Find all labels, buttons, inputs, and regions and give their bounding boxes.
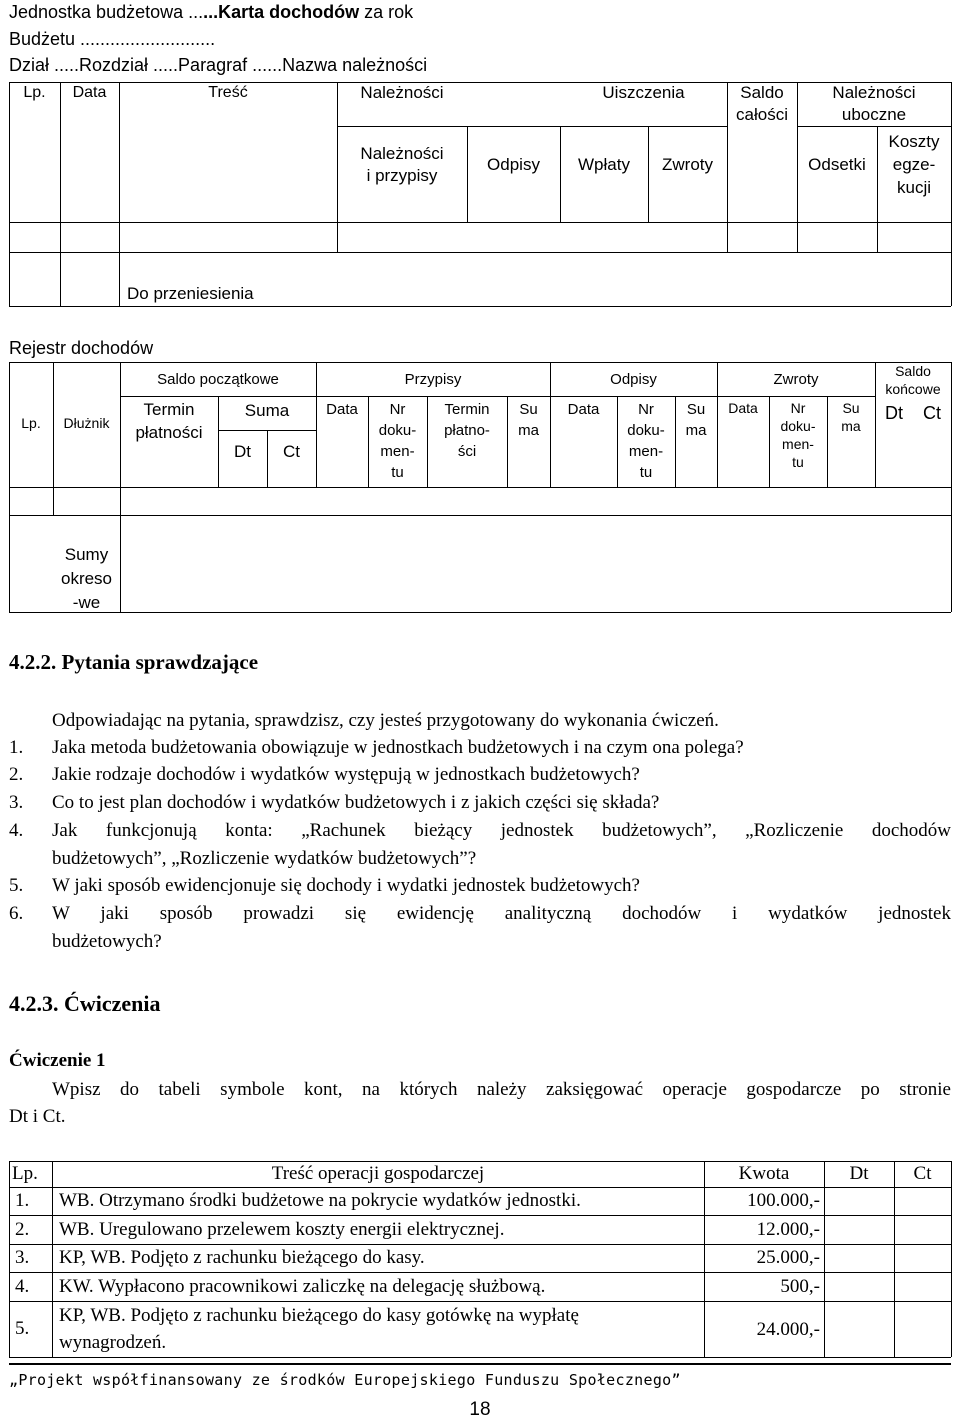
ops-row-tresc: WB. Uregulowano przelewem koszty energii elektrycznej. (59, 1219, 505, 1240)
col-data: Data (72, 84, 107, 101)
zwroty-suma-line1: Su (842, 400, 860, 416)
ops-header-dt: Dt (849, 1163, 869, 1184)
odpisy-nr-line4: tu (639, 464, 653, 481)
ops-row-tresc: KW. Wypłacono pracownikowi zaliczkę na delegację służbową. (59, 1276, 546, 1297)
zwroty-nr-line4: tu (792, 454, 804, 470)
header-line-2: Budżetu ........................... (9, 29, 216, 49)
unit-label: Jednostka budżetowa ... (9, 2, 204, 22)
zwroty-nr-line2: doku- (780, 418, 816, 434)
odpisy-suma-line2: ma (685, 422, 707, 439)
przypisy-data: Data (326, 401, 358, 418)
question-text: W jaki sposób ewidencjonuje się dochody i wydatki jednostek budżetowych? (52, 875, 640, 896)
col-tresc: Treść (208, 84, 248, 101)
exercise-title: Ćwiczenie 1 (9, 1050, 106, 1071)
grp-saldo-koncowe-line1: Saldo (895, 363, 931, 379)
col-naleznosci-uboczne-line2: uboczne (841, 105, 907, 124)
zwroty-nr-line3: men- (782, 436, 814, 452)
ops-row-kwota: 12.000,- (756, 1219, 820, 1240)
rejestr-col-lp: Lp. (21, 415, 41, 431)
grp-saldo-koncowe-line2: końcowe (885, 381, 941, 397)
question-number: 5. (9, 875, 24, 896)
termin-platnosci2-line3: ści (457, 443, 477, 460)
ops-row-kwota: 100.000,- (747, 1190, 820, 1211)
przypisy-nr-line2: doku- (378, 422, 417, 439)
odpisy-nr-line3: men- (628, 443, 664, 460)
termin-platnosci-line2: płatności (135, 423, 203, 442)
section-423-heading: 4.2.3. Ćwiczenia (9, 991, 161, 1016)
sumy-okresowe-line2: okreso (60, 569, 113, 588)
termin-platnosci2-line1: Termin (444, 401, 490, 418)
ops-row-tresc: KP, WB. Podjęto z rachunku bieżącego do kasy gotówkę na wypłatę (59, 1305, 579, 1326)
question-number: 1. (9, 737, 24, 758)
sub-naleznosci-line2: i przypisy (366, 166, 438, 185)
ops-row-tresc: KP, WB. Podjęto z rachunku bieżącego do kasy. (59, 1247, 425, 1268)
do-przeniesienia: Do przeniesienia (127, 284, 254, 303)
odpisy-suma-line1: Su (686, 401, 706, 418)
sumy-okresowe-line1: Sumy (64, 545, 109, 564)
ops-row-kwota: 24.000,- (756, 1319, 820, 1340)
page-number: 18 (469, 1399, 491, 1420)
sub-koszty-line1: Koszty (888, 132, 940, 151)
question-text: Co to jest plan dochodów i wydatków budżetowych i z jakich części się składa? (52, 792, 660, 813)
section-422-heading: 4.2.2. Pytania sprawdzające (9, 650, 259, 674)
saldo-koncowe-dt: Dt (885, 403, 903, 423)
sub-koszty-line2: egze- (892, 155, 936, 174)
grp-zwroty: Zwroty (773, 371, 819, 388)
przypisy-nr-line3: men- (380, 443, 415, 460)
grp-saldo-poczatkowe: Saldo początkowe (157, 371, 279, 388)
odpisy-data: Data (567, 401, 600, 418)
ops-row-lp: 4. (15, 1276, 30, 1297)
grp-przypisy: Przypisy (404, 371, 462, 388)
ops-row-lp: 1. (15, 1190, 30, 1211)
question-text-cont: budżetowych”, „Rozliczenie wydatków budżetowych”? (52, 848, 477, 869)
rejestr-title: Rejestr dochodów (9, 338, 154, 358)
exercise-text-cont: Dt i Ct. (9, 1106, 66, 1127)
question-text: Jak funkcjonują konta: „Rachunek bieżący jednostek budżetowych”, „Rozliczenie dochodów (52, 820, 951, 841)
przypisy-nr-line1: Nr (389, 401, 406, 418)
header-line-3: Dział .....Rozdział .....Paragraf ......Nazwa należności (9, 55, 428, 75)
sub-wplaty: Wpłaty (578, 155, 630, 174)
ops-row-lp: 3. (15, 1247, 30, 1268)
ops-row-tresc-cont: wynagrodzeń. (59, 1332, 167, 1353)
grp-odpisy: Odpisy (610, 371, 657, 388)
footer-text: „Projekt współfinansowany ze środków Europejskiego Funduszu Społecznego” (9, 1371, 681, 1389)
saldo-koncowe-ct: Ct (923, 403, 941, 423)
suma-label: Suma (244, 401, 290, 420)
exercise-text: Wpisz do tabeli symbole kont, na których należy zaksięgować operacje gospodarcze po stronie (52, 1079, 951, 1100)
footer-rule (9, 1363, 951, 1365)
sub-zwroty: Zwroty (662, 155, 713, 174)
question-number: 4. (9, 820, 24, 841)
col-naleznosci-uboczne-line1: Należności (832, 83, 916, 102)
section-422-intro: Odpowiadając na pytania, sprawdzisz, czy jesteś przygotowany do wykonania ćwiczeń. (52, 710, 719, 731)
ops-row-kwota: 25.000,- (756, 1247, 820, 1268)
question-text: Jaka metoda budżetowania obowiązuje w jednostkach budżetowych i na czym ona polega? (52, 737, 744, 758)
sub-odpisy: Odpisy (487, 155, 540, 174)
termin-platnosci-line1: Termin (143, 400, 195, 419)
col-lp: Lp. (23, 84, 46, 101)
question-number: 3. (9, 792, 24, 813)
ops-header-lp: Lp. (12, 1163, 38, 1184)
question-text-cont: budżetowych? (52, 931, 162, 952)
col-uiszczenia: Uiszczenia (602, 83, 685, 102)
sumy-okresowe-line3: -we (72, 593, 101, 612)
zwroty-data: Data (728, 400, 758, 416)
ops-header-ct: Ct (913, 1163, 932, 1184)
col-naleznosci: Należności (360, 83, 444, 102)
question-number: 6. (9, 903, 24, 924)
sub-koszty-line3: kucji (896, 178, 931, 197)
ops-header-kwota: Kwota (738, 1163, 790, 1184)
przypisy-nr-line4: tu (391, 464, 404, 481)
saldo-ct: Ct (283, 442, 300, 461)
question-text: Jakie rodzaje dochodów i wydatków występują w jednostkach budżetowych? (52, 764, 640, 785)
question-number: 2. (9, 764, 24, 785)
przypisy-suma-line2: ma (518, 422, 539, 439)
rejestr-col-dluznik: Dłużnik (63, 415, 110, 431)
col-saldo-line1: Saldo (740, 83, 784, 102)
ops-row-tresc: WB. Otrzymano środki budżetowe na pokrycie wydatków jednostki. (59, 1190, 581, 1211)
ops-row-kwota: 500,- (780, 1276, 820, 1297)
header-line-1 (9, 3, 413, 21)
zwroty-nr-line1: Nr (790, 400, 806, 416)
termin-platnosci2-line2: płatno- (444, 422, 490, 439)
question-text: W jaki sposób prowadzi się ewidencję analityczną dochodów i wydatków jednostek (52, 903, 951, 924)
card-title: ...Karta dochodów (203, 2, 360, 22)
zwroty-suma-line2: ma (841, 418, 861, 434)
ops-header-tresc: Treść operacji gospodarczej (271, 1163, 485, 1184)
ops-row-lp: 5. (15, 1318, 30, 1339)
saldo-dt: Dt (234, 442, 251, 461)
przypisy-suma-line1: Su (519, 401, 538, 418)
odpisy-nr-line1: Nr (638, 401, 654, 418)
odpisy-nr-line2: doku- (627, 422, 665, 439)
sub-odsetki: Odsetki (808, 155, 866, 174)
col-saldo-line2: całości (736, 105, 788, 124)
ops-row-lp: 2. (15, 1219, 30, 1240)
year-label: za rok (359, 2, 414, 22)
sub-naleznosci-line1: Należności (360, 144, 444, 163)
